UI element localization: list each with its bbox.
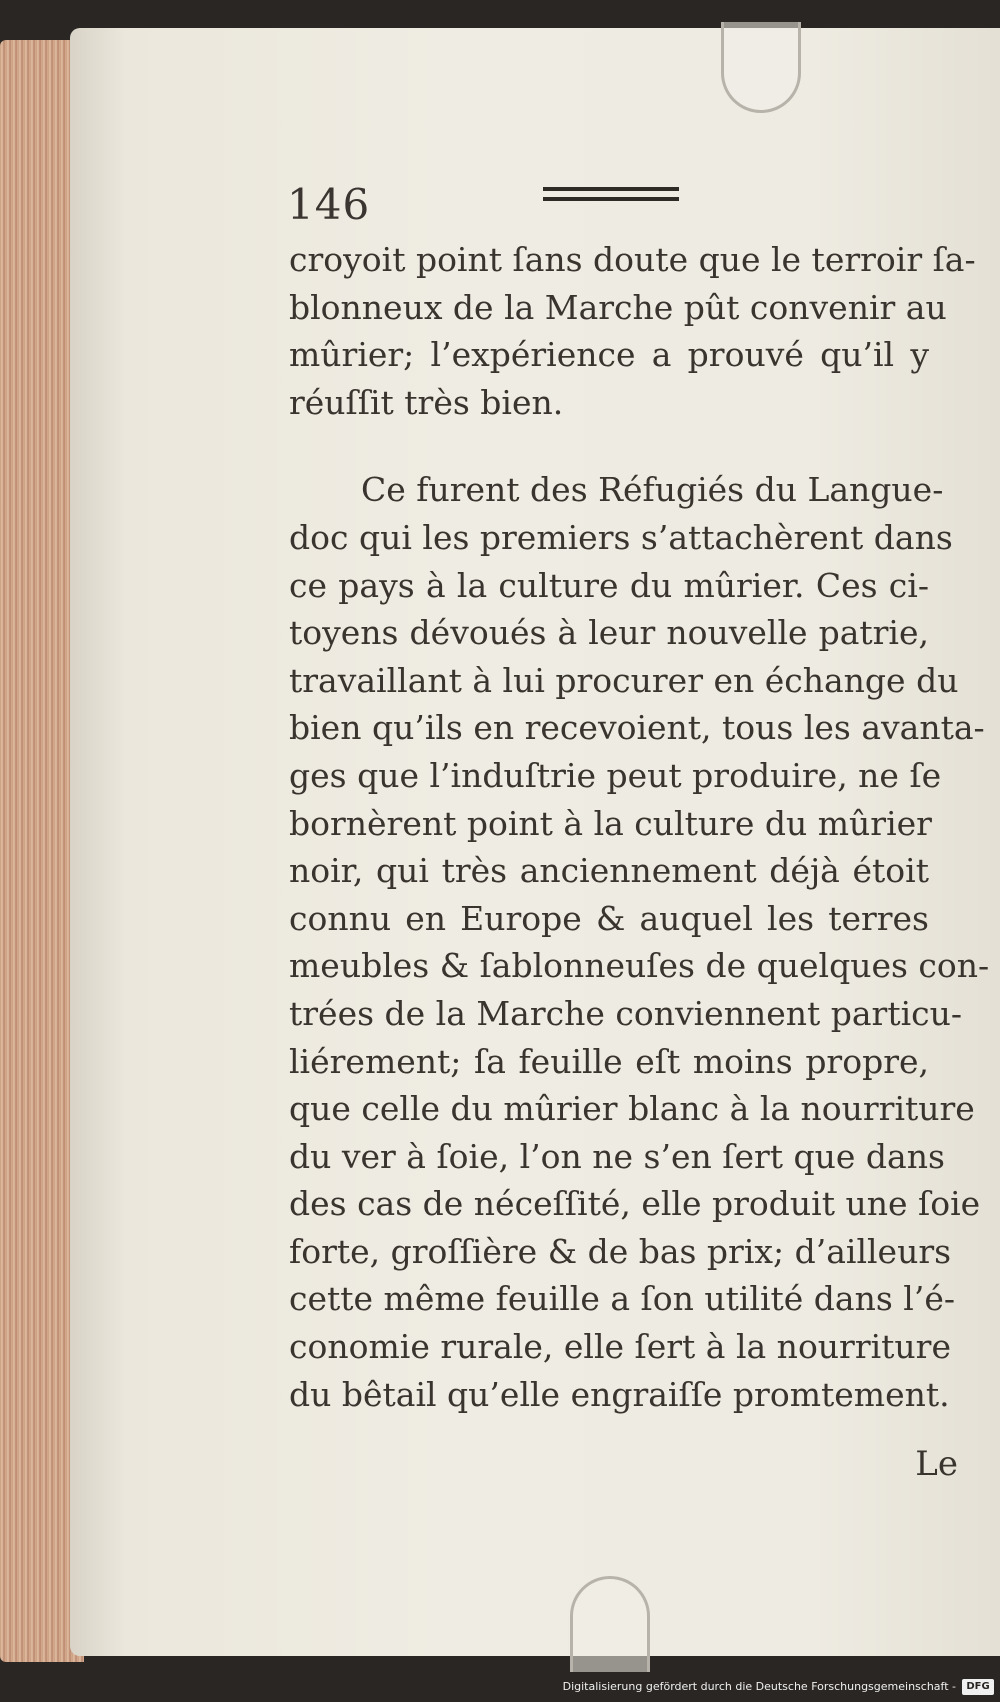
- text-line: bien qu’ils en recevoient, tous les avanta-: [289, 708, 985, 748]
- text-line: connu en Europe & auquel les terres: [289, 898, 929, 938]
- text-line: réuſſit très bien.: [289, 382, 564, 422]
- paper-clip-top: [721, 22, 801, 113]
- text-line: du ver à ſoie, l’on ne s’en ſert que dans: [289, 1136, 945, 1176]
- text-line: Ce furent des Réfugiés du Langue-: [361, 470, 944, 510]
- text-line: ce pays à la culture du mûrier. Ces ci-: [289, 565, 929, 605]
- page-number: 146: [287, 180, 371, 229]
- text-line: doc qui les premiers s’attachèrent dans: [289, 517, 953, 557]
- text-line: travaillant à lui procurer en échange du: [289, 660, 959, 700]
- text-line: cette même feuille a ſon utilité dans l’é-: [289, 1279, 956, 1319]
- text-line: bornèrent point à la culture du mûrier: [289, 803, 932, 843]
- paragraph-gap: [289, 426, 929, 466]
- catchword: Le: [915, 1444, 958, 1484]
- text-line: croyoit point ſans doute que le terroir ſa-: [289, 240, 976, 279]
- text-line: liérement; ſa feuille eſt moins propre,: [289, 1041, 929, 1081]
- digitization-credit: Digitalisierung gefördert durch die Deutsche Forschungsgemeinschaft -: [562, 1680, 956, 1693]
- header-rule: [543, 187, 679, 201]
- text-line: du bêtail qu’elle engraiſſe promtement.: [289, 1374, 950, 1414]
- dfg-logo: DFG: [962, 1679, 994, 1695]
- text-line: ges que l’induſtrie peut produire, ne ſe: [289, 755, 942, 795]
- text-line: des cas de néceſſité, elle produit une ſoie: [289, 1184, 981, 1224]
- paragraph-2: [289, 466, 990, 1418]
- text-line: toyens dévoués à leur nouvelle patrie,: [289, 613, 929, 653]
- text-line: forte, groſſière & de bas prix; d’ailleurs: [289, 1231, 952, 1271]
- text-line: noir, qui très anciennement déjà étoit: [289, 851, 929, 891]
- paragraph-1: [289, 236, 976, 426]
- text-line: blonneux de la Marche pût convenir au: [289, 287, 947, 327]
- text-line: meubles & ſablonneuſes de quelques con-: [289, 946, 990, 986]
- text-line: que celle du mûrier blanc à la nourriture: [289, 1089, 975, 1129]
- text-line: mûrier; l’expérience a prouvé qu’il y: [289, 335, 929, 375]
- text-line: trées de la Marche conviennent particu-: [289, 993, 963, 1033]
- text-line: conomie rurale, elle ſert à la nourriture: [289, 1327, 951, 1367]
- body-text: [289, 236, 990, 1418]
